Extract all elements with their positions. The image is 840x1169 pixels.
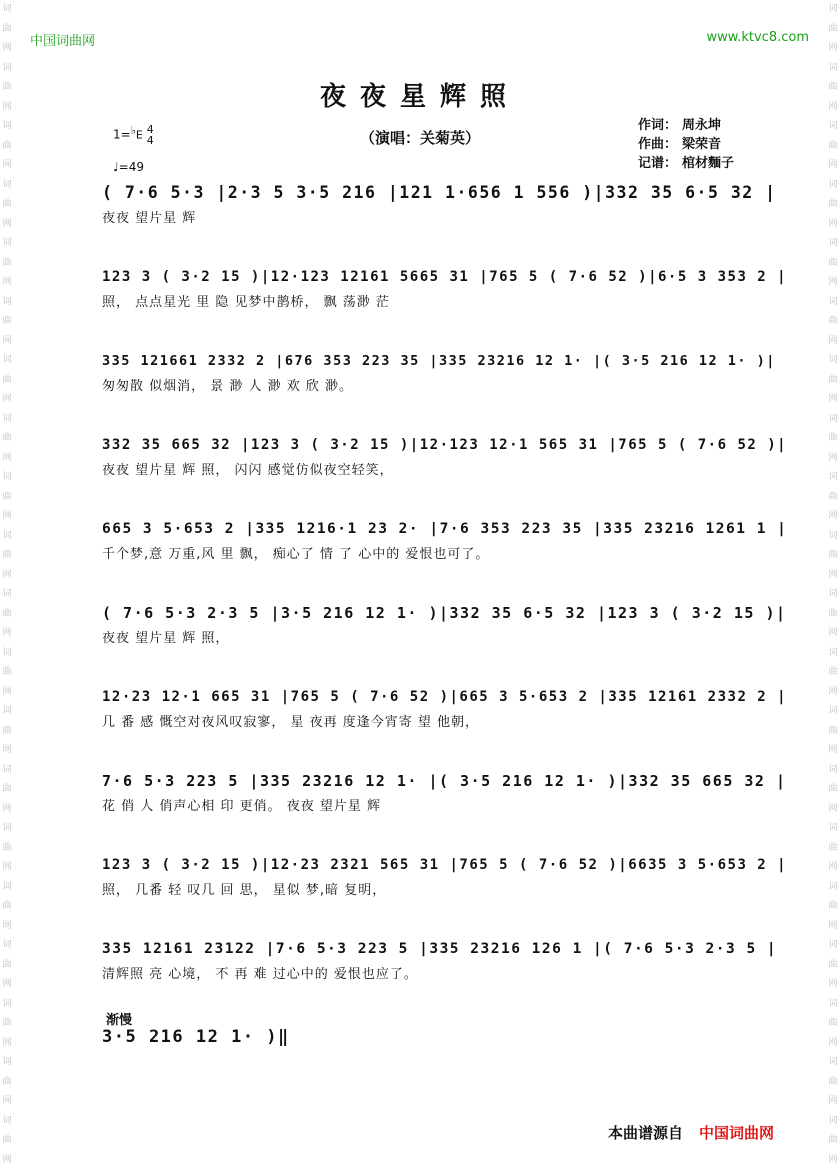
watermark-glyph: 词 [828,823,838,833]
watermark-glyph: 曲 [2,784,12,794]
watermark-glyph: 网 [828,511,838,521]
watermark-glyph: 曲 [2,257,12,268]
lyrics-line: 匆匆散 似烟消， 景 渺 人 渺 欢 欣 渺。 [102,379,354,394]
watermark-glyph: 词 [2,179,12,190]
watermark-glyph: 词 [2,823,12,833]
watermark-glyph: 词 [2,706,12,716]
watermark-glyph: 曲 [828,374,838,385]
lyrics-line: 夜夜 望片星 辉 照， [102,631,230,646]
watermark-glyph: 网 [2,628,12,638]
ritardando-mark: 渐慢 [106,1013,133,1028]
watermark-glyph: 词 [2,589,12,599]
watermark-glyph: 曲 [828,608,838,619]
watermark-glyph: 曲 [828,725,838,736]
tempo-mark: ♩=49 [113,160,144,174]
watermark-glyph: 网 [2,803,12,814]
footer-brand: 中国词曲网 [699,1124,775,1142]
ending-notes: 3·5 216 12 1· )‖ [102,1027,290,1047]
watermark-glyph: 网 [828,1154,838,1165]
watermark-glyph: 网 [2,394,12,404]
watermark-glyph: 词 [828,1057,838,1067]
watermark-glyph: 曲 [828,433,838,443]
watermark-glyph: 网 [828,1037,838,1048]
watermark-glyph: 曲 [2,82,12,92]
notation-line: 335 121661 2332 2 |676 353 223 35 |335 23216 12 1· |( 3·5 216 12 1· )| [102,353,776,369]
watermark-glyph: 词 [828,940,838,950]
watermark-glyph: 网 [828,218,838,229]
lyrics-line: 几 番 感 慨空对夜风叹寂寥， 星 夜再 度逢今宵寄 望 他朝， [102,715,480,730]
watermark-glyph: 网 [828,862,838,872]
watermark-glyph: 词 [2,998,12,1009]
watermark-glyph: 曲 [2,667,12,677]
watermark-glyph: 词 [2,881,12,892]
watermark-glyph: 曲 [828,199,838,209]
watermark-glyph: 曲 [828,316,838,326]
watermark-glyph: 网 [828,43,838,53]
watermark-glyph: 网 [828,628,838,638]
footer-label: 本曲谱源自 [608,1124,684,1142]
watermark-glyph: 网 [828,160,838,170]
watermark-glyph: 词 [828,706,838,716]
score-row [102,938,778,984]
watermark-glyph: 网 [828,277,838,287]
watermark-glyph: 曲 [2,1076,12,1087]
watermark-glyph: 网 [828,1096,838,1106]
watermark-glyph: 曲 [828,1018,838,1028]
score-row [102,266,788,312]
watermark-glyph: 词 [828,764,838,775]
watermark-glyph: 网 [828,745,838,755]
watermark-glyph: 曲 [2,491,12,502]
watermark-glyph: 网 [2,511,12,521]
watermark-glyph: 曲 [2,608,12,619]
watermark-glyph: 网 [828,394,838,404]
watermark-glyph: 词 [828,647,838,658]
watermark-glyph: 词 [2,4,12,14]
watermark-glyph: 词 [828,4,838,14]
watermark-glyph: 网 [2,979,12,989]
watermark-glyph: 词 [828,413,838,424]
watermark-glyph: 词 [828,179,838,190]
watermark-glyph: 曲 [828,23,838,34]
score-row [102,350,776,396]
watermark-glyph: 网 [2,218,12,229]
watermark-glyph: 网 [2,277,12,287]
watermark-glyph: 词 [2,413,12,424]
watermark-glyph: 网 [2,452,12,463]
lyrics-line: 花 俏 人 俏声心相 印 更俏。 夜夜 望片星 辉 [102,799,382,814]
score-row [102,686,788,732]
watermark-glyph: 词 [828,238,838,248]
score-row [102,602,787,648]
watermark-glyph: 曲 [828,1135,838,1145]
watermark-glyph: 曲 [2,959,12,970]
watermark-glyph: 网 [2,160,12,170]
key-signature: 1=♭E 4 4 [113,123,154,147]
watermark-glyph: 词 [2,764,12,775]
watermark-glyph: 曲 [2,901,12,911]
notation-line: 12·23 12·1 665 31 |765 5 ( 7·6 52 )|665 3 5·653 2 |335 12161 2332 2 | [102,689,788,705]
notation-line: 123 3 ( 3·2 15 )|12·23 2321 565 31 |765 5 ( 7·6 52 )|6635 3 5·653 2 | [102,857,788,873]
singer-line: （演唱：关菊英） [359,129,480,147]
watermark-glyph: 网 [2,101,12,112]
watermark-glyph: 网 [2,920,12,931]
watermark-glyph: 词 [2,62,12,73]
score-row [102,518,788,564]
lyrics-line: 夜夜 望片星 辉 照， 闪闪 感觉仿似夜空轻笑， [102,463,394,478]
watermark-glyph: 词 [2,1115,12,1126]
watermark-glyph: 曲 [2,140,12,151]
notation-line: 123 3 ( 3·2 15 )|12·123 12161 5665 31 |765 5 ( 7·6 52 )|6·5 3 353 2 | [102,269,788,285]
left-side-watermark [0,0,14,1169]
watermark-glyph: 词 [2,355,12,365]
notation-line: 665 3 5·653 2 |335 1216·1 23 2· |7·6 353 223 35 |335 23216 1261 1 | [102,521,788,537]
watermark-glyph: 曲 [828,959,838,970]
right-side-watermark [826,0,840,1169]
credit-transcriber: 记谱： 棺材麵子 [638,156,735,171]
watermark-glyph: 曲 [828,82,838,92]
watermark-glyph: 曲 [2,316,12,326]
watermark-glyph: 曲 [2,1135,12,1145]
watermark-glyph: 曲 [2,842,12,853]
notation-line: 335 12161 23122 |7·6 5·3 223 5 |335 23216 126 1 |( 7·6 5·3 2·3 5 | [102,941,778,957]
lyrics-line: 照， 几番 轻 叹几 回 思， 星似 梦,暗 复明， [102,883,387,898]
watermark-glyph: 曲 [828,550,838,560]
watermark-glyph: 词 [2,121,12,131]
watermark-glyph: 词 [828,881,838,892]
watermark-glyph: 词 [2,1057,12,1067]
score-row [102,182,777,228]
watermark-glyph: 词 [828,589,838,599]
watermark-glyph: 词 [828,355,838,365]
watermark-glyph: 网 [828,803,838,814]
footer-source [608,1122,774,1143]
watermark-glyph: 曲 [828,842,838,853]
watermark-glyph: 网 [2,1096,12,1106]
watermark-glyph: 网 [2,1154,12,1165]
watermark-glyph: 曲 [828,784,838,794]
watermark-glyph: 曲 [2,550,12,560]
watermark-glyph: 网 [2,569,12,580]
notation-line: 7·6 5·3 223 5 |335 23216 12 1· |( 3·5 216 12 1· )|332 35 665 32 | [102,772,787,790]
watermark-glyph: 网 [2,686,12,697]
watermark-glyph: 词 [828,998,838,1009]
credit-composer: 作曲： 梁荣音 [638,137,722,152]
watermark-glyph: 网 [828,335,838,346]
watermark-glyph: 网 [828,452,838,463]
ending-row [102,1026,754,1048]
watermark-glyph: 曲 [2,1018,12,1028]
watermark-glyph: 网 [828,101,838,112]
header-site-url[interactable]: www.ktvc8.com [706,30,809,45]
watermark-glyph: 词 [2,530,12,541]
watermark-glyph: 网 [2,1037,12,1048]
watermark-glyph: 词 [828,296,838,307]
watermark-glyph: 曲 [2,23,12,34]
notation-line: 332 35 665 32 |123 3 ( 3·2 15 )|12·123 12·1 565 31 |765 5 ( 7·6 52 )| [102,437,788,453]
watermark-glyph: 曲 [828,1076,838,1087]
watermark-glyph: 网 [828,979,838,989]
lyrics-line: 千个梦,意 万重,风 里 飘， 痴心了 情 了 心中的 爱恨也可了。 [102,547,490,562]
watermark-glyph: 词 [828,121,838,131]
score-row [102,854,788,900]
watermark-glyph: 词 [828,530,838,541]
credits-block [638,116,734,173]
watermark-glyph: 网 [2,43,12,53]
watermark-glyph: 网 [2,862,12,872]
watermark-glyph: 曲 [2,725,12,736]
watermark-glyph: 曲 [2,433,12,443]
watermark-glyph: 曲 [2,199,12,209]
lyrics-line: 清辉照 亮 心境， 不 再 难 过心中的 爱恨也应了。 [102,967,418,982]
watermark-glyph: 网 [828,569,838,580]
watermark-glyph: 网 [828,920,838,931]
watermark-glyph: 词 [2,238,12,248]
watermark-glyph: 词 [2,296,12,307]
watermark-glyph: 曲 [828,257,838,268]
lyrics-line: 夜夜 望片星 辉 [102,211,197,226]
notation-line: ( 7·6 5·3 |2·3 5 3·5 216 |121 1·656 1 556 )|332 35 6·5 32 | [102,183,777,202]
lyrics-line: 照， 点点星光 里 隐 见梦中鹊桥， 飘 荡渺 茫 [102,295,390,310]
watermark-glyph: 曲 [828,140,838,151]
score-row [102,434,788,480]
watermark-glyph: 网 [2,745,12,755]
watermark-glyph: 词 [828,1115,838,1126]
time-signature: 4 4 [146,123,154,147]
watermark-glyph: 词 [828,62,838,73]
watermark-glyph: 网 [828,686,838,697]
watermark-glyph: 曲 [828,491,838,502]
header-site-name: 中国词曲网 [30,34,96,49]
credit-lyricist: 作词： 周永坤 [638,118,722,133]
watermark-glyph: 曲 [828,901,838,911]
song-title: 夜夜星辉照 [319,82,520,112]
notation-line: ( 7·6 5·3 2·3 5 |3·5 216 12 1· )|332 35 6·5 32 |123 3 ( 3·2 15 )| [102,604,787,622]
watermark-glyph: 曲 [2,374,12,385]
watermark-glyph: 词 [828,472,838,482]
score-row [102,770,787,816]
watermark-glyph: 词 [2,647,12,658]
watermark-glyph: 曲 [828,667,838,677]
watermark-glyph: 词 [2,472,12,482]
watermark-glyph: 词 [2,940,12,950]
watermark-glyph: 网 [2,335,12,346]
